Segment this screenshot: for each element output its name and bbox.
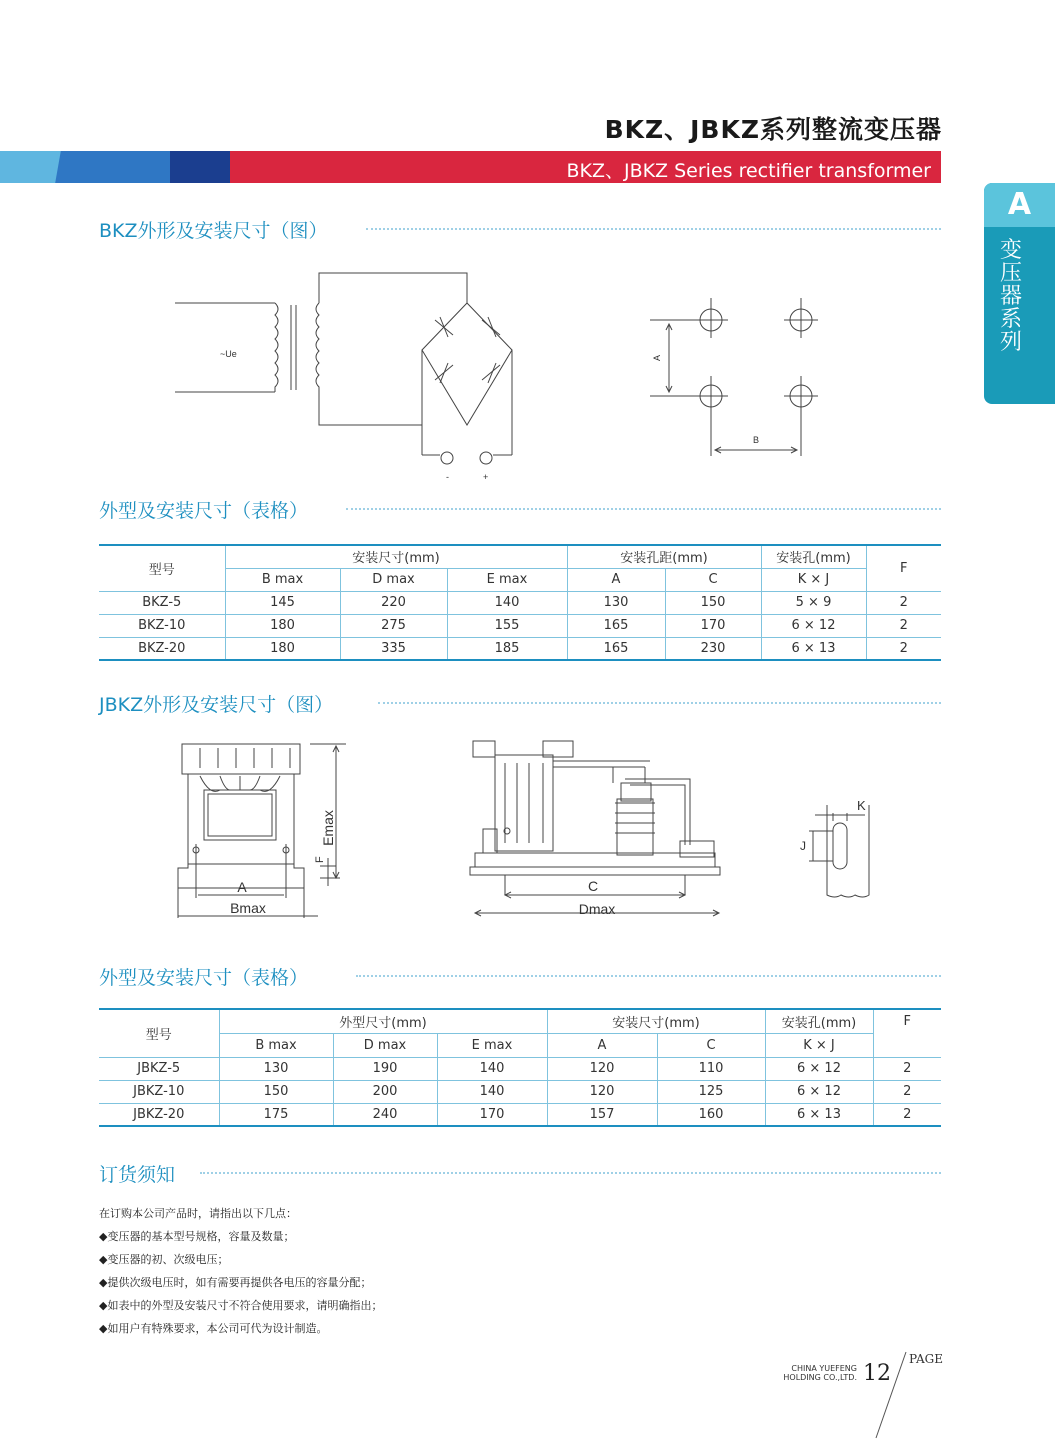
category-label: 变压器系列 <box>1000 238 1023 355</box>
section-heading-jbkz-table: 外型及安装尺寸（表格） <box>99 967 309 989</box>
section-heading-jbkz-figure: JBKZ外形及安装尺寸（图） <box>99 694 334 716</box>
table-cell: 2 <box>873 1057 941 1080</box>
minus-label: - <box>446 472 449 482</box>
note-line: 在订购本公司产品时，请指出以下几点： <box>99 1207 297 1220</box>
page-number: 12 <box>863 1361 891 1386</box>
table-row <box>99 637 941 660</box>
table-cell: 165 <box>567 614 665 637</box>
table-cell: 6 × 13 <box>761 637 866 660</box>
column-header: B max <box>225 568 340 591</box>
dimension-emax-label: Emax <box>320 810 336 846</box>
dimension-a-label: A <box>652 354 662 361</box>
column-header: D max <box>340 568 447 591</box>
table-cell: JBKZ-10 <box>99 1080 219 1103</box>
page-title: BKZ、JBKZ系列整流变压器 <box>604 115 942 144</box>
column-header: A <box>547 1033 657 1057</box>
dimension-f-label: F <box>314 856 326 863</box>
section-heading-bkz-figure: BKZ外形及安装尺寸（图） <box>99 220 328 242</box>
table-cell: 110 <box>657 1057 765 1080</box>
table-row <box>99 591 941 614</box>
table-cell: 180 <box>225 637 340 660</box>
jbkz-hole-detail-diagram <box>795 795 885 910</box>
table-cell: 6 × 12 <box>761 614 866 637</box>
column-header: B max <box>219 1033 333 1057</box>
group-header: 安装孔距(mm) <box>567 545 761 568</box>
table-cell: 175 <box>219 1103 333 1126</box>
note-line: ◆如表中的外型及安装尺寸不符合使用要求，请明确指出； <box>99 1299 383 1312</box>
table-cell: 120 <box>547 1080 657 1103</box>
section-divider <box>378 702 941 704</box>
company-line: HOLDING CO.,LTD. <box>783 1373 857 1382</box>
table-cell: 2 <box>866 614 941 637</box>
table-cell: 2 <box>873 1080 941 1103</box>
table-cell: 125 <box>657 1080 765 1103</box>
table-cell: 190 <box>333 1057 437 1080</box>
table-cell: 2 <box>873 1103 941 1126</box>
plus-label: + <box>483 472 489 482</box>
column-header: K × J <box>765 1033 873 1057</box>
dimension-c-label: C <box>587 878 599 894</box>
jbkz-front-view-diagram <box>170 738 350 933</box>
bkz-circuit-diagram <box>170 265 530 490</box>
table-cell: 150 <box>665 591 761 614</box>
table-cell: 6 × 13 <box>765 1103 873 1126</box>
company-name <box>781 1364 857 1382</box>
table-cell: 180 <box>225 614 340 637</box>
group-header: 外型尺寸(mm) <box>219 1009 547 1033</box>
table-cell: 6 × 12 <box>765 1080 873 1103</box>
table-cell: JBKZ-5 <box>99 1057 219 1080</box>
table-cell: 220 <box>340 591 447 614</box>
company-line: CHINA YUEFENG <box>791 1364 857 1373</box>
jbkz-side-view-diagram <box>465 733 725 928</box>
column-header: D max <box>333 1033 437 1057</box>
note-line: ◆变压器的基本型号规格，容量及数量； <box>99 1230 295 1243</box>
table-cell: 170 <box>437 1103 547 1126</box>
bkz-mounting-holes-diagram <box>640 290 840 465</box>
f-header: F <box>873 1009 941 1057</box>
section-divider <box>356 975 941 977</box>
dimension-dmax-label: Dmax <box>578 901 616 917</box>
order-notes <box>99 1202 382 1340</box>
table-cell: 120 <box>547 1057 657 1080</box>
note-line: ◆提供次级电压时，如有需要再提供各电压的容量分配； <box>99 1276 372 1289</box>
bkz-dimensions-table <box>99 544 941 661</box>
dimension-bmax-label: Bmax <box>230 900 266 916</box>
jbkz-dimensions-table <box>99 1008 941 1127</box>
column-header: E max <box>447 568 567 591</box>
column-header: C <box>657 1033 765 1057</box>
section-divider <box>200 1172 941 1174</box>
category-side-tab[interactable] <box>984 183 1055 404</box>
table-cell: 6 × 12 <box>765 1057 873 1080</box>
dimension-a-label: A <box>237 879 247 895</box>
table-cell: 140 <box>437 1080 547 1103</box>
table-cell: 170 <box>665 614 761 637</box>
dimension-k-label: K <box>857 798 866 813</box>
note-line: ◆如用户有特殊要求，本公司可代为设计制造。 <box>99 1322 328 1335</box>
group-header: 安装尺寸(mm) <box>547 1009 765 1033</box>
note-line: ◆变压器的初、次级电压； <box>99 1253 229 1266</box>
model-header: 型号 <box>99 1009 219 1057</box>
section-heading-bkz-table: 外型及安装尺寸（表格） <box>99 500 309 522</box>
table-cell: 200 <box>333 1080 437 1103</box>
table-cell: 185 <box>447 637 567 660</box>
table-row <box>99 1057 941 1080</box>
f-header: F <box>866 545 941 591</box>
section-divider <box>366 228 941 230</box>
table-cell: 155 <box>447 614 567 637</box>
table-row <box>99 1103 941 1126</box>
table-cell: BKZ-20 <box>138 640 186 656</box>
group-header: 安装孔(mm) <box>765 1009 873 1033</box>
column-header: E max <box>437 1033 547 1057</box>
page-subtitle: BKZ、JBKZ Series rectifier transformer <box>566 160 931 182</box>
table-cell: JBKZ-20 <box>133 1106 185 1122</box>
column-header: A <box>567 568 665 591</box>
table-cell: 165 <box>567 637 665 660</box>
section-divider <box>346 508 941 510</box>
table-cell: 157 <box>547 1103 657 1126</box>
table-cell: 130 <box>219 1057 333 1080</box>
table-cell: 230 <box>665 637 761 660</box>
page-label: PAGE <box>909 1352 943 1366</box>
table-cell: BKZ-10 <box>99 614 225 637</box>
table-cell: 145 <box>225 591 340 614</box>
table-row <box>99 1080 941 1103</box>
table-cell: 140 <box>447 591 567 614</box>
table-row <box>99 614 941 637</box>
table-cell: 150 <box>219 1080 333 1103</box>
model-header: 型号 <box>99 545 225 591</box>
dimension-j-label: J <box>800 839 806 853</box>
category-letter: A <box>984 183 1055 227</box>
table-cell: 335 <box>340 637 447 660</box>
footer-slash-divider <box>870 1350 910 1440</box>
column-header: C <box>665 568 761 591</box>
table-cell: 2 <box>866 591 941 614</box>
column-header: K × J <box>761 568 866 591</box>
table-cell: BKZ-5 <box>99 591 225 614</box>
table-cell: 140 <box>437 1057 547 1080</box>
table-cell: 275 <box>340 614 447 637</box>
dimension-b-label: B <box>753 435 760 445</box>
table-cell: 5 × 9 <box>761 591 866 614</box>
section-heading-order-notes: 订货须知 <box>99 1164 176 1186</box>
table-cell: 2 <box>866 637 941 660</box>
ue-label: ~Ue <box>220 349 237 359</box>
table-cell: 240 <box>333 1103 437 1126</box>
group-header: 安装孔(mm) <box>761 545 866 568</box>
table-cell: 130 <box>567 591 665 614</box>
table-cell: 160 <box>657 1103 765 1126</box>
group-header: 安装尺寸(mm) <box>225 545 567 568</box>
